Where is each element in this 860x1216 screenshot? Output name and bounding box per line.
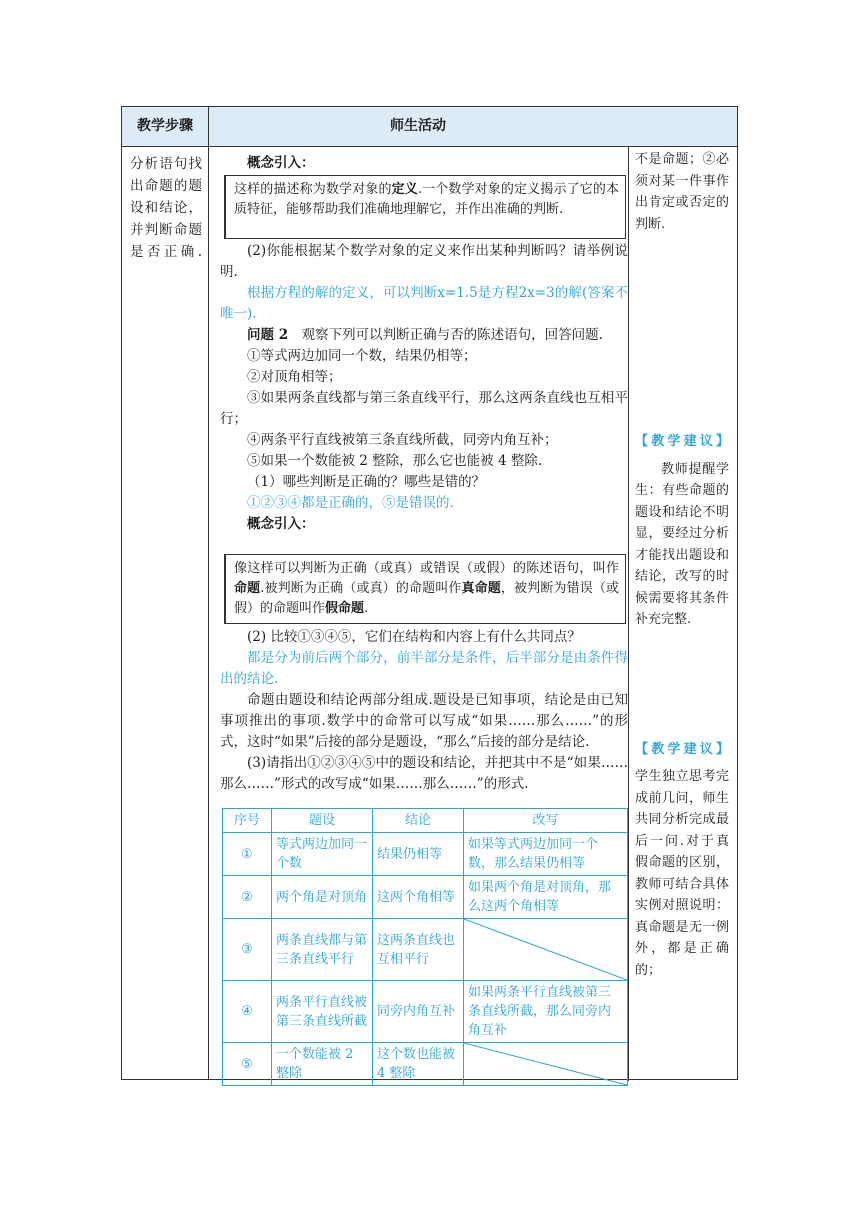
proposition-table: [222, 808, 628, 1086]
q2-text: (2)你能根据某个数学对象的定义来作出某种判断吗？请举例说明.: [220, 243, 628, 280]
table-row: ⑤ 一个数能被 2 整除 这个数也能被 4 整除: [223, 1043, 628, 1086]
header-activity: 师生活动: [390, 118, 446, 134]
statement-2: ②对顶角相等；: [247, 369, 342, 385]
teaching-tip-2: 【教学建议】: [635, 741, 729, 757]
teaching-tip-1: 【教学建议】: [635, 434, 729, 449]
teaching-tip-2-text: 学生独立思考完成前几问，师生共同分析完成最后一问.对于真假命题的区别，教师可结合具体实例对照说明：真命题是无一例外，都是正确的；: [635, 769, 729, 978]
concept1-title: 概念引入：: [247, 155, 315, 171]
problem2-text: 观察下列可以判断正确与否的陈述语句，回答问题.: [301, 327, 603, 343]
teaching-tip-1-text: 教师提醒学生：有些命题的题设和结论不明显，要经过分析才能找出题设和结论，改写的时候需要将其条件补充完整.: [635, 461, 729, 627]
divider-right: [628, 147, 629, 1081]
table-header: [122, 107, 737, 147]
section-sub2: [220, 627, 628, 795]
statement-3: ③如果两条直线都与第三条直线平行，那么这两条直线也互相平行；: [220, 390, 628, 427]
empty-diagonal-cell: [464, 1043, 628, 1086]
side-top-text: 不是命题；②必须对某一件事作出肯定或否定的判断.: [635, 152, 729, 232]
concept1-box: 这样的描述称为数学对象的定义.一个数学对象的定义揭示了它的本质特征，能够帮助我们准确地理解它，并作出准确的判断.: [224, 175, 626, 239]
sub1: （1）哪些判断是正确的？哪些是错的？: [247, 474, 486, 490]
explain: 命题由题设和结论两部分组成.题设是已知事项，结论是由已知事项推出的事项.数学中的命常可以写成“如果……那么……”的形式，这时“如果”后接的部分是题设，“那么”后接的部分是结论.: [220, 692, 628, 750]
concept2-title: 概念引入：: [247, 516, 315, 532]
table-row: ① 等式两边加同一个数 结果仍相等 如果等式两边加同一个数，那么结果仍相等: [223, 833, 628, 876]
sub1-answer: ①②③④都是正确的，⑤是错误的.: [247, 495, 454, 511]
section-q2: [220, 241, 628, 535]
empty-diagonal-cell: [464, 919, 628, 981]
statement-1: ①等式两边加同一个数，结果仍相等；: [247, 348, 477, 364]
table-row: ③ 两条直线都与第三条直线平行 这两条直线也互相平行: [223, 919, 628, 981]
statement-5: ⑤如果一个数能被 2 整除，那么它也能被 4 整除.: [247, 453, 543, 469]
statement-4: ④两条平行直线被第三条直线所截，同旁内角互补；: [247, 432, 558, 448]
table-header-row: 序号 题设 结论 改写: [223, 809, 628, 833]
table-row: ② 两个角是对顶角 这两个角相等 如果两个角是对顶角，那么这两个角相等: [223, 876, 628, 919]
table-row: ④ 两条平行直线被第三条直线所截 同旁内角互补 如果两条平行直线被第三条直线所截，那么同旁内角互补: [223, 981, 628, 1043]
q2-answer: 根据方程的解的定义，可以判断x=1.5是方程2x=3的解(答案不唯一).: [220, 285, 628, 322]
problem2-label: 问题 2: [247, 327, 289, 343]
concept2-box: 像这样可以判断为正确（或真）或错误（或假）的陈述语句，叫作命题.被判断为正确（或真）的命题叫作真命题，被判断为错误（或假）的命题叫作假命题.: [224, 554, 626, 624]
header-steps: 教学步骤: [137, 118, 193, 134]
divider-left: [208, 107, 209, 1079]
sub2: (2) 比较①③④⑤，它们在结构和内容上有什么共同点？: [247, 629, 581, 645]
sub2-answer: 都是分为前后两个部分，前半部分是条件，后半部分是由条件得出的结论.: [220, 650, 628, 687]
lesson-table: [121, 106, 738, 1080]
side-notes: [635, 149, 729, 981]
sub3: (3)请指出①②③④⑤中的题设和结论，并把其中不是“如果……那么……”形式的改写成“如果……那么……”的形式.: [220, 755, 628, 792]
steps-cell: 分析语句找出命题的题设和结论，并判断命题是否正确.: [130, 156, 202, 260]
